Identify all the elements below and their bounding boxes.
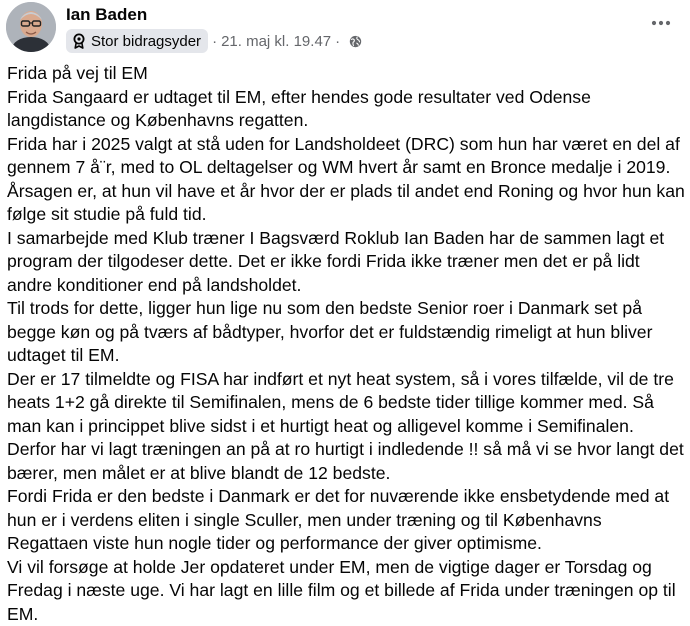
post-paragraph: Fordi Frida er den bedste i Danmark er det for nuværende ikke ensbetydende med at hun er i verdens eliten i single Sculler, men under træning og til Københavns Regattaen viste hun nogle tider og performance der giver optimisme. bbox=[7, 486, 670, 553]
award-icon bbox=[72, 33, 86, 49]
badge-label: Stor bidragsyder bbox=[91, 32, 202, 50]
post-paragraph: Vi vil forsøge at holde Jer opdateret under EM, men de vigtige dager er Torsdag og Fredag i næste uge. Vi har lagt en lille film og et billede af Frida under træningen op til EM. bbox=[7, 556, 676, 624]
post-meta bbox=[66, 29, 362, 53]
post-paragraph: Til trods for dette, ligger hun lige nu som den bedste Senior roer i Danmark set på begge køn og på tværs af bådtyper, hvorfor det er fuldstændig rimeligt at hun bliver udtaget til EM. bbox=[7, 298, 653, 365]
post-paragraph: Der er 17 tilmeldte og FISA har indført et nyt heat system, så i vores tilfælde, vil de tre heats 1+2 gå direkte til Semifinalen, mens de 6 bedste tider tillige kommer med. Så man kan i princippet blive sidst i et hurtigt heat og alligevel komme i Semifinalen. bbox=[7, 368, 674, 436]
contributor-badge[interactable] bbox=[66, 29, 208, 53]
post-paragraph: Frida på vej til EM bbox=[7, 63, 148, 83]
meta-separator: · bbox=[212, 32, 218, 50]
more-horizontal-icon bbox=[651, 13, 671, 31]
post-paragraph: Frida Sangaard er udtaget til EM, efter hendes gode resultater ved Odense langdistance og Københavns regatten. bbox=[7, 86, 591, 130]
more-options-button[interactable] bbox=[644, 8, 678, 36]
avatar[interactable] bbox=[6, 2, 56, 52]
post-paragraph: Frida har i 2025 valgt at stå uden for Landsholdeet (DRC) som hun har været en del af gennem 7 å¨r, med to OL deltagelser og WM hvert år samt en Bronce medalje i 2019. bbox=[7, 133, 680, 177]
globe-icon[interactable] bbox=[349, 35, 362, 48]
author-name[interactable]: Ian Baden bbox=[66, 5, 148, 24]
post-paragraph: I samarbejde med Klub træner I Bagsværd Roklub Ian Baden har de sammen lagt et program der tilgodeser dette. Det er ikke fordi Frida ikke træner men det er på lidt andre konditioner end på landsholdet. bbox=[7, 227, 665, 295]
meta-separator-2: · bbox=[335, 32, 341, 50]
post-timestamp[interactable]: 21. maj kl. 19.47 bbox=[221, 32, 332, 50]
post-paragraph: Årsagen er, at hun vil have et år hvor der er plads til andet end Roning og hvor hun kan følge sit studie på fuld tid. bbox=[7, 180, 685, 224]
post-text bbox=[7, 62, 687, 626]
post-paragraph: Derfor har vi lagt træningen an på at ro hurtigt i indledende !! så må vi se hvor langt det bærer, men målet er at blive blandt de 12 bedste. bbox=[7, 439, 684, 483]
post-header bbox=[6, 2, 686, 56]
avatar-photo bbox=[6, 2, 56, 52]
